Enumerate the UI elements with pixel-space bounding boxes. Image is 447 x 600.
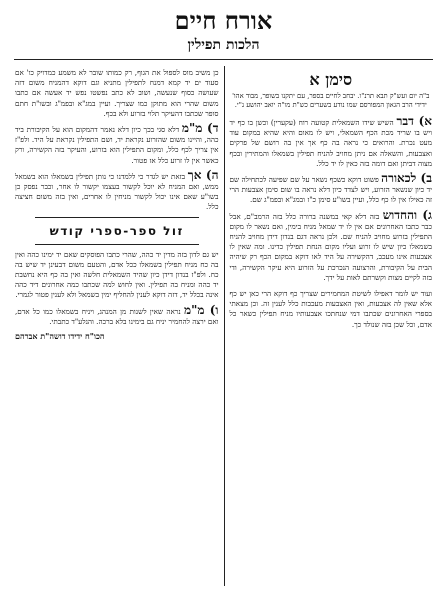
paragraph — [15, 123, 219, 166]
banner-rule-top — [35, 217, 199, 218]
intro-text: ב"ה יום ועש"ק תבא תרנ"ו. יבחב לחיים בספר, עם יתקנו בשופר, מבוד אהו' ידידי הרב הגאון המפורסם שמו נודע בשערים כש"ת מו"ה יואב יהושע נ"י. — [232, 92, 430, 109]
right-column — [224, 66, 438, 586]
paragraph — [230, 116, 433, 169]
paragraph-text: פשוט דוקא כשכף נשאר על שם שפיעה לכתחילה שם יד כיון שנשאר הזרוע, ויש לצדד כיון דלא נראה בו שום סימן אצבעות הרי זה כאילו אין לו כף כלל, ועיין בשו"ע סימן כ"ז ובמג"א ובפמ"ג שם. — [229, 175, 432, 205]
paragraph-text: נראה שאין לשנות מן המנהג, ויניח בשמאלו כמו כל אדם, ואם ירצה להחמיר יניח גם בימינו בלא ברכה. והנלע"ד כתבתי. — [15, 306, 219, 326]
publisher-banner: זול ספר-ספרי קודש — [49, 223, 184, 238]
paragraph-text: בזאת יש לגדר כי ללמדנו כי נותן תפילין בשמאלו הוא בשמאל ממש, ואם המניח לא יוכל לקשור בעצמו יקשור לו אחר, וכבר נפסק כן בשו"ע שאם אינו יכול לקשור מניחין לו אחרים, ואין בזה משום חציצה כלל. — [15, 171, 219, 212]
paragraph-lead: ו) מ"מ — [184, 302, 219, 317]
paragraph — [15, 66, 219, 119]
signature: הכו"ח ידידו דושה"ת אברהם — [15, 331, 105, 342]
paragraph — [230, 173, 433, 206]
paragraph-text: יש גם לדון בזה מדין יד כהה, שהרי כתבו הפוסקים שאם יד ימינו כהה ואין בה כח מניח תפילין בשמאלו ככל אדם, והטעם משום דבעינן יד שיש בה כח. ולפ"ז בנדון דידן כיון שהיד השמאלית חלשה ואין בה כף היא נחשבת יד כהה ומניח בה תפילין. ואין לחוש למה שכתבו כמה אחרונים דיד כהה אינה בכלל יד, דזה דוקא לענין להחליף ימין בשמאל ולא לענין פטור לגמרי. — [15, 249, 219, 300]
paragraph-text: ועוד יש לומר דאפילו לשיטת המחמירים שצריך כף דוקא הרי כאן יש כף אלא שאין לה אצבעות, ואין האצבעות מעכבות כלל לענין זה. וכן מצאתי בספרי האחרונים שכתבו דמי שנחתכו אצבעותיו מניח תפילין כשאר כל אדם, וכל שכן בזה שנולד כך. — [229, 289, 432, 329]
paragraph-lead: ה) אך — [187, 167, 219, 182]
title-divider — [14, 59, 433, 60]
paragraph-lead: ד) מ"מ — [181, 121, 219, 136]
siman-title: סימן א — [309, 70, 353, 89]
paragraph-text: דלא סגי בכך כיון דלא נאמר דהמקום הוא על הקיבורת ביד כהה, והיינו משום שהזרוע נקראת יד, ושם התפילין נקראת על היד. ולפ"ז אין צריך לכף כלל, ומקום התפילין הוא בזרוע, והעיקר בזה הקשירה, ורק כאשר אין לו זרוע כלל אז פטור. — [15, 125, 219, 165]
paragraph-text: השיש שידו השמאלית קטועה רוח (עקערין) וכשן בו כף יד ויש בו שריד מכת הכף השמאלי, ויש לו מאום והיא שהיא במקום עוד מעט נכרת. והרואים כי נראה בה כף אך אין בה רושם של פרקים ואצבעות, והשאלה אם ניתן מחויב להניח תפילין בשמאלו והמתירין ובכף מצוה דביתן ואם דומה בזה כאין לו יד כלל. — [229, 118, 432, 168]
paragraph-text: כן משיב מוס לספול את הגוף, רק כמותו שובר לא משמע כמדויק כו' אם סעוד ים יד קמא דמנח לתפילין מתניא וגם דוקא דהמניח משום דזה שעושה כסוף שנעשה, ושוב לא כתב נפשטו נפש יד אעשה אם כתבו משום שהרי הוא מתוקן כמו שצריך. ועיין במג"א ובפמ"ג ובשו"ת חתם סופר שכתבו דהעיקר תלוי בזרוע ולא בכף. — [15, 68, 219, 118]
paragraph — [15, 167, 219, 213]
paragraph — [230, 287, 433, 330]
paragraph — [229, 207, 433, 283]
paragraph-lead: א) דבר — [396, 114, 432, 128]
paragraph-lead: ב) לכאורה — [381, 171, 432, 186]
paragraph — [15, 248, 219, 301]
page-title: אורח חיים — [174, 6, 273, 35]
left-column — [10, 66, 224, 586]
paragraph — [15, 302, 219, 327]
paragraph-text: בזה דלא קאי במשנה ברורה כלל בזה הרמב"ם, אבל כבר כתבו האחרונים אם אין לו יד שמאל מניח בימין, ואם נשאר לו מקום התפילין בזרוע מחויב להניח שם. ולכן נראה דגם בנדון דידן מחויב להניח בשמאלו כיון שיש לו זרוע ועליו מקום הנחת תפילין כדינו. ומה שאין לו אצבעות אינו מעכב, דהקשירה על היד לאו דוקא במקום הכף רק שיהיה הבית על הקיבורת, והרצועה הנכרכת על הזרוע היא עיקר הקשירה, ודי בזה לקיים מצות וקשרתם לאות על ידך. — [229, 211, 432, 282]
text-columns — [10, 66, 437, 586]
page-subtitle: הלכות תפילין — [187, 37, 260, 53]
paragraph-lead: ג) והחדוש — [382, 207, 432, 222]
banner-rule-bottom — [35, 244, 199, 245]
